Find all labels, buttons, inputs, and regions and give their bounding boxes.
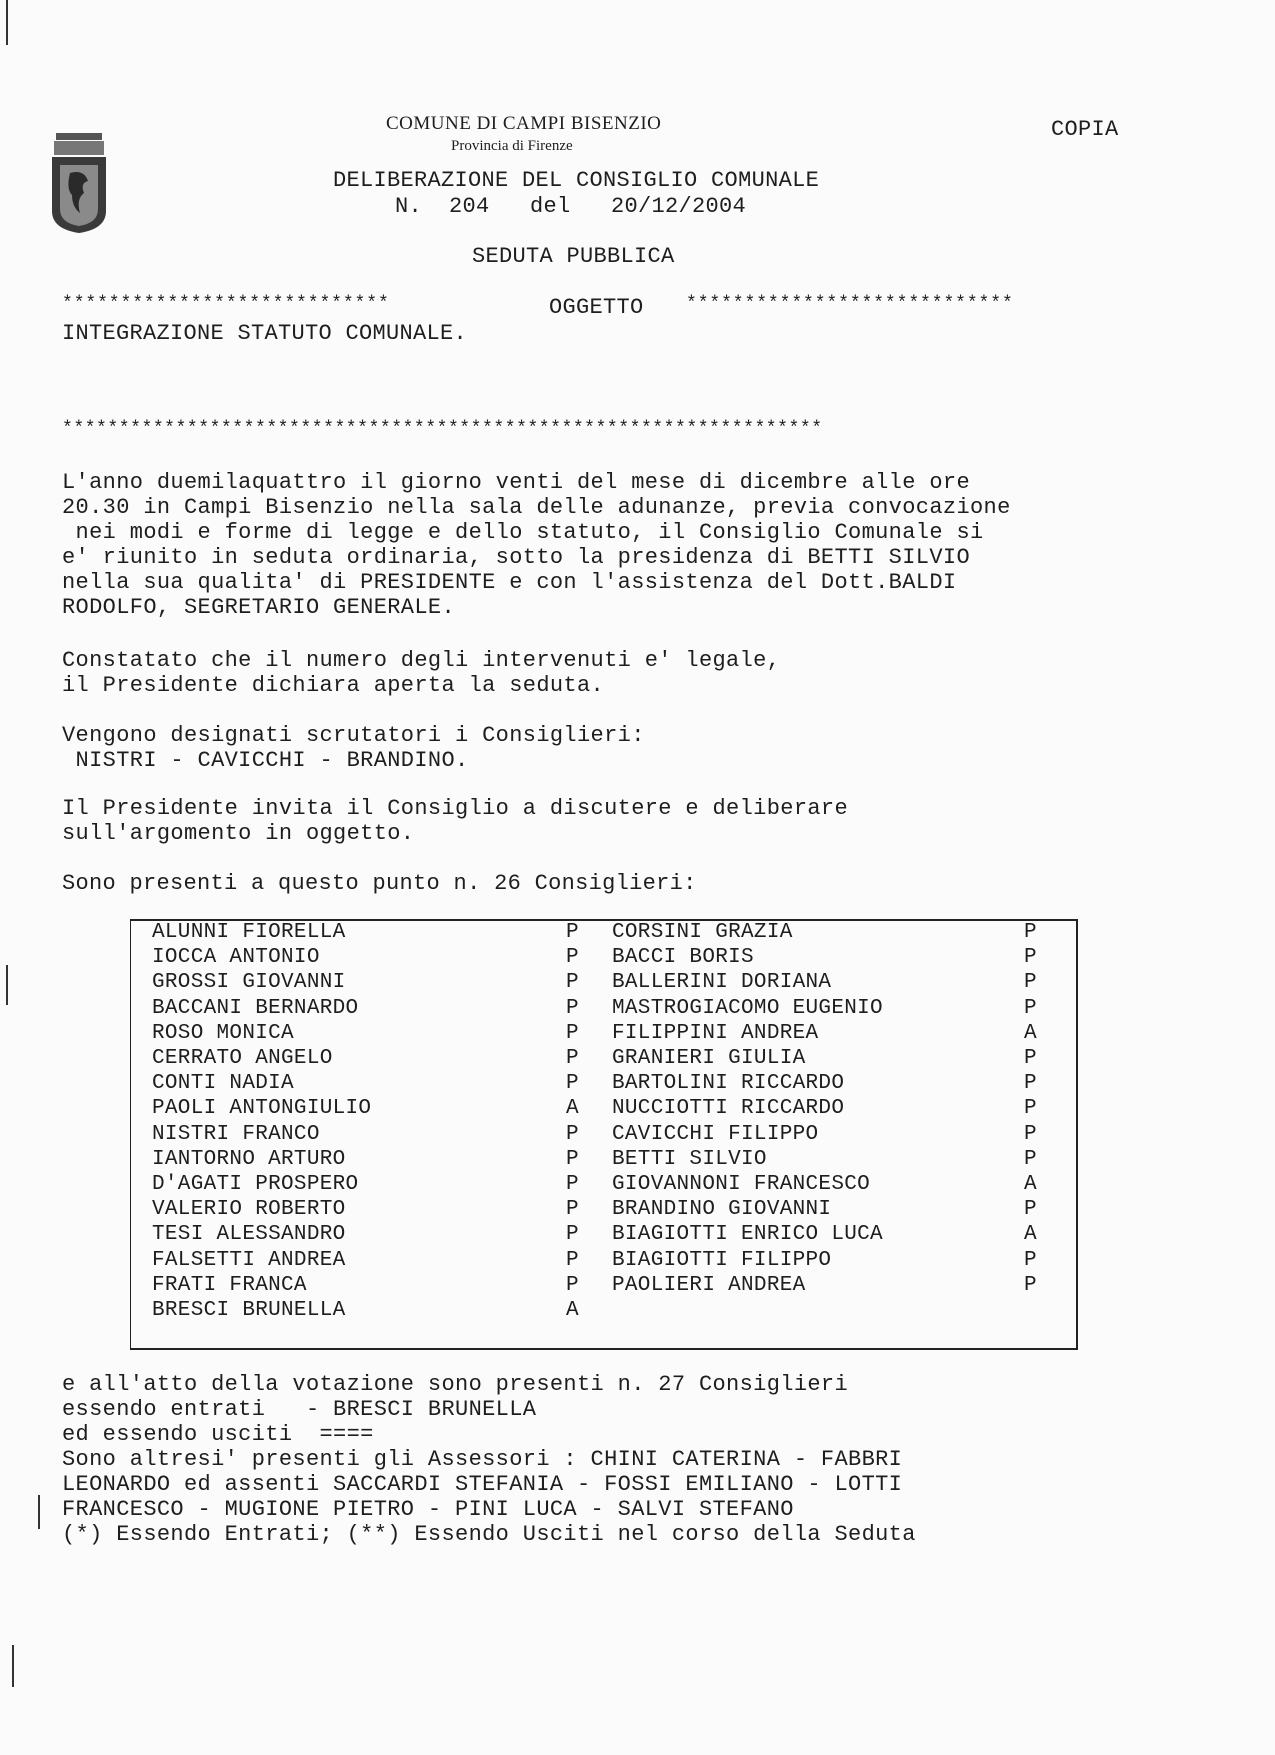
attendance-status: A xyxy=(1024,1173,1037,1196)
councillor-name: VALERIO ROBERTO xyxy=(152,1198,346,1221)
attendance-status: P xyxy=(1024,946,1037,969)
councillor-name: FRATI FRANCA xyxy=(152,1274,307,1297)
invitation-line: Il Presidente invita il Consiglio a discutere e deliberare xyxy=(62,796,849,821)
councillor-name: BACCI BORIS xyxy=(612,946,754,969)
attendance-status: P xyxy=(1024,1072,1037,1095)
vote-line: Sono altresi' presenti gli Assessori : CHINI CATERINA - FABBRI xyxy=(62,1447,903,1472)
intro-line: e' riunito in seduta ordinaria, sotto la presidenza di BETTI SILVIO xyxy=(62,545,970,570)
councillor-name: BALLERINI DORIANA xyxy=(612,971,832,994)
province-name: Provincia di Firenze xyxy=(451,138,573,154)
vote-line: e all'atto della votazione sono presenti n. 27 Consiglieri xyxy=(62,1372,849,1397)
councillor-name: BETTI SILVIO xyxy=(612,1148,767,1171)
attendance-status: P xyxy=(566,1173,579,1196)
scan-mark xyxy=(6,0,8,45)
attendance-status: P xyxy=(566,1223,579,1246)
councillor-name: BIAGIOTTI FILIPPO xyxy=(612,1249,832,1272)
attendance-status: P xyxy=(1024,1249,1037,1272)
councillor-name: MASTROGIACOMO EUGENIO xyxy=(612,997,883,1020)
municipal-crest-icon xyxy=(50,133,108,234)
quorum-paragraph xyxy=(62,648,1192,698)
attendance-status: P xyxy=(566,1249,579,1272)
councillor-name: GIOVANNONI FRANCESCO xyxy=(612,1173,871,1196)
subject-text: INTEGRAZIONE STATUTO COMUNALE. xyxy=(62,321,468,346)
attendance-status: P xyxy=(566,1047,579,1070)
subject-stars-right: **************************** xyxy=(686,294,1014,314)
intro-line: 20.30 in Campi Bisenzio nella sala delle adunanze, previa convocazione xyxy=(62,495,1011,520)
municipality-name: COMUNE DI CAMPI BISENZIO xyxy=(386,113,662,134)
deliberation-title: DELIBERAZIONE DEL CONSIGLIO COMUNALE xyxy=(333,168,820,193)
intro-paragraph xyxy=(62,470,1192,620)
attendance-status: P xyxy=(1024,1097,1037,1120)
attendance-status: P xyxy=(566,1274,579,1297)
vote-paragraph xyxy=(62,1372,1192,1547)
intro-line: nella sua qualita' di PRESIDENTE e con l'assistenza del Dott.BALDI xyxy=(62,570,957,595)
councillor-name: BACCANI BERNARDO xyxy=(152,997,359,1020)
councillor-name: FILIPPINI ANDREA xyxy=(612,1022,819,1045)
attendance-status: P xyxy=(566,1022,579,1045)
councillor-name: CAVICCHI FILIPPO xyxy=(612,1123,819,1146)
attendance-status: P xyxy=(566,971,579,994)
attendance-status: P xyxy=(566,1072,579,1095)
vote-line: essendo entrati - BRESCI BRUNELLA xyxy=(62,1397,537,1422)
councillor-name: GRANIERI GIULIA xyxy=(612,1047,806,1070)
councillor-name: IOCCA ANTONIO xyxy=(152,946,320,969)
quorum-line: Constatato che il numero degli intervenuti e' legale, xyxy=(62,648,781,673)
present-count: Sono presenti a questo punto n. 26 Consiglieri: xyxy=(62,871,697,896)
subject-stars-left: **************************** xyxy=(62,294,390,314)
vote-line: ed essendo usciti ==== xyxy=(62,1422,374,1447)
attendance-status: P xyxy=(566,1148,579,1171)
councillor-name: PAOLI ANTONGIULIO xyxy=(152,1097,372,1120)
invitation-paragraph xyxy=(62,796,1192,846)
councillor-name: BRESCI BRUNELLA xyxy=(152,1299,346,1322)
councillor-name: NUCCIOTTI RICCARDO xyxy=(612,1097,845,1120)
attendance-status: P xyxy=(1024,1274,1037,1297)
vote-line: (*) Essendo Entrati; (**) Essendo Usciti nel corso della Seduta xyxy=(62,1522,916,1547)
attendance-status: A xyxy=(566,1097,579,1120)
councillor-name: BARTOLINI RICCARDO xyxy=(612,1072,845,1095)
attendance-status: P xyxy=(566,1198,579,1221)
councillor-name: IANTORNO ARTURO xyxy=(152,1148,346,1171)
attendance-status: P xyxy=(1024,1047,1037,1070)
scrutinizers-paragraph xyxy=(62,723,1192,773)
attendance-status: P xyxy=(566,946,579,969)
scrutinizers-line: NISTRI - CAVICCHI - BRANDINO. xyxy=(62,748,469,773)
scan-mark xyxy=(6,965,8,1005)
councillor-name: ROSO MONICA xyxy=(152,1022,294,1045)
attendance-status: A xyxy=(566,1299,579,1322)
councillor-name: D'AGATI PROSPERO xyxy=(152,1173,359,1196)
councillor-name: CERRATO ANGELO xyxy=(152,1047,333,1070)
intro-line: nei modi e forme di legge e dello statuto, il Consiglio Comunale si xyxy=(62,520,984,545)
vote-line: FRANCESCO - MUGIONE PIETRO - PINI LUCA - SALVI STEFANO xyxy=(62,1497,794,1522)
copy-label: COPIA xyxy=(1051,117,1119,142)
scan-mark xyxy=(12,1645,14,1687)
quorum-line: il Presidente dichiara aperta la seduta. xyxy=(62,673,605,698)
attendance-status: P xyxy=(1024,1148,1037,1171)
attendance-status: P xyxy=(566,921,579,944)
subject-divider: ******************************************************************* xyxy=(62,419,823,439)
attendance-status: P xyxy=(1024,1123,1037,1146)
councillor-name: BIAGIOTTI ENRICO LUCA xyxy=(612,1223,883,1246)
councillor-name: FALSETTI ANDREA xyxy=(152,1249,346,1272)
intro-line: L'anno duemilaquattro il giorno venti del mese di dicembre alle ore xyxy=(62,470,970,495)
attendance-status: A xyxy=(1024,1022,1037,1045)
subject-label: OGGETTO xyxy=(549,295,644,320)
attendance-status: P xyxy=(1024,971,1037,994)
scrutinizers-line: Vengono designati scrutatori i Consiglieri: xyxy=(62,723,645,748)
intro-line: RODOLFO, SEGRETARIO GENERALE. xyxy=(62,595,456,620)
attendance-status: P xyxy=(1024,1198,1037,1221)
councillor-name: CONTI NADIA xyxy=(152,1072,294,1095)
session-type: SEDUTA PUBBLICA xyxy=(472,244,675,269)
attendance-status: A xyxy=(1024,1223,1037,1246)
councillor-name: ALUNNI FIORELLA xyxy=(152,921,346,944)
deliberation-number: N. 204 del 20/12/2004 xyxy=(395,194,747,219)
attendance-status: P xyxy=(566,1123,579,1146)
councillor-name: GROSSI GIOVANNI xyxy=(152,971,346,994)
councillor-name: CORSINI GRAZIA xyxy=(612,921,793,944)
vote-line: LEONARDO ed assenti SACCARDI STEFANIA - FOSSI EMILIANO - LOTTI xyxy=(62,1472,903,1497)
invitation-line: sull'argomento in oggetto. xyxy=(62,821,415,846)
councillor-name: TESI ALESSANDRO xyxy=(152,1223,346,1246)
attendance-status: P xyxy=(1024,921,1037,944)
councillor-name: PAOLIERI ANDREA xyxy=(612,1274,806,1297)
attendance-status: P xyxy=(1024,997,1037,1020)
attendance-status: P xyxy=(566,997,579,1020)
scan-mark xyxy=(38,1495,40,1529)
councillor-name: BRANDINO GIOVANNI xyxy=(612,1198,832,1221)
councillor-name: NISTRI FRANCO xyxy=(152,1123,320,1146)
